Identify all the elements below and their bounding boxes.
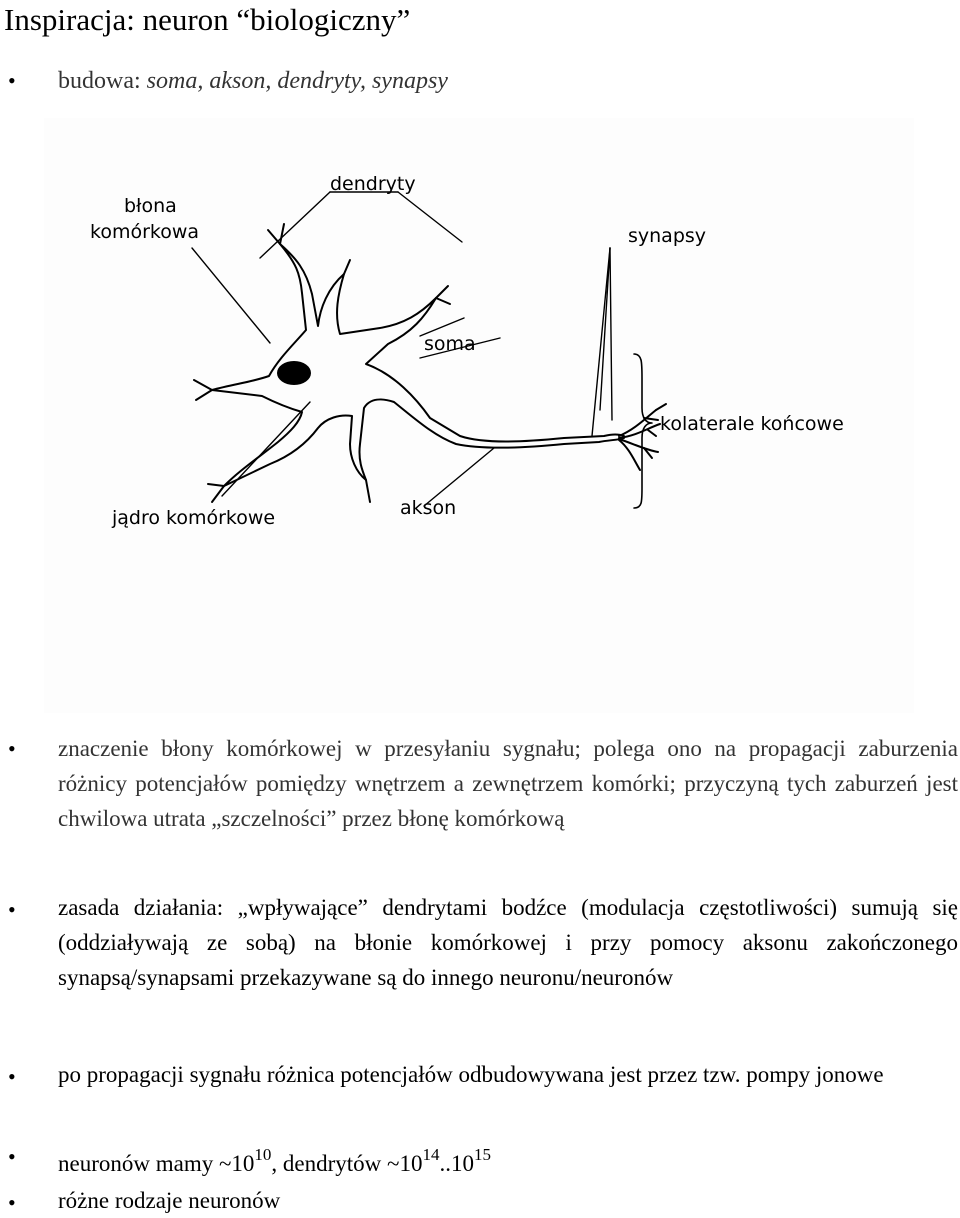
- page-title: Inspiracja: neuron “biologiczny”: [4, 2, 411, 37]
- bullet-marker: •: [8, 1190, 16, 1215]
- label-kolaterale: kolaterale końcowe: [660, 413, 844, 435]
- counts-exp-dendrites-low: 14: [422, 1145, 440, 1164]
- counts-mid: , dendrytów ~10: [271, 1151, 423, 1176]
- neuron-drawing: [44, 118, 914, 713]
- label-blona-1: błona: [124, 195, 177, 217]
- intro-line: [58, 64, 448, 99]
- counts-exp-neurons: 10: [254, 1145, 272, 1164]
- nucleus: [277, 361, 311, 385]
- intro-terms: soma, akson, dendryty, synapsy: [146, 68, 448, 94]
- intro-label: budowa:: [58, 68, 147, 94]
- neuron-diagram: [44, 118, 914, 713]
- bullet-text-counts: [58, 1137, 491, 1181]
- bullet-text-pumps: po propagacji sygnału różnica potencjałów odbudowywana jest przez tzw. pompy jonowe: [58, 1062, 884, 1087]
- bullet-marker: •: [8, 897, 16, 922]
- soma-membrane: [212, 244, 624, 486]
- label-blona-2: komórkowa: [90, 221, 200, 243]
- counts-pre: neuronów mamy ~10: [58, 1151, 255, 1176]
- label-soma: soma: [424, 333, 476, 355]
- bullet-marker: •: [8, 736, 16, 761]
- label-akson: akson: [400, 497, 457, 519]
- bullet-text-membrane: znaczenie błony komórkowej w przesyłaniu sygnału; polega ono na propagacji zaburzenia różnicy potencjałów pomiędzy wnętrzem a zewnętrzem komórki; przyczyną tych zaburzeń jest chwilowa utrata „szczelności” przez błonę komórkową: [58, 736, 958, 831]
- counts-sep: ..10: [439, 1151, 474, 1176]
- bullet-text-types: różne rodzaje neuronów: [58, 1188, 281, 1213]
- bullet-marker: •: [8, 1144, 16, 1169]
- counts-exp-dendrites-high: 15: [473, 1145, 491, 1164]
- label-synapsy: synapsy: [628, 225, 707, 247]
- bullet-marker: •: [8, 68, 16, 93]
- bullet-marker: •: [8, 1064, 16, 1089]
- label-dendryty: dendryty: [330, 173, 416, 195]
- label-jadro: jądro komórkowe: [112, 507, 276, 529]
- bullet-text-principle: zasada działania: „wpływające” dendrytami bodźce (modulacja częstotliwości) sumują się (oddziaływają ze sobą) na błonie komórkowej i przy pomocy aksonu zakończonego synapsą/synapsami przekazywane są do innego neuronu/neuronów: [58, 895, 958, 990]
